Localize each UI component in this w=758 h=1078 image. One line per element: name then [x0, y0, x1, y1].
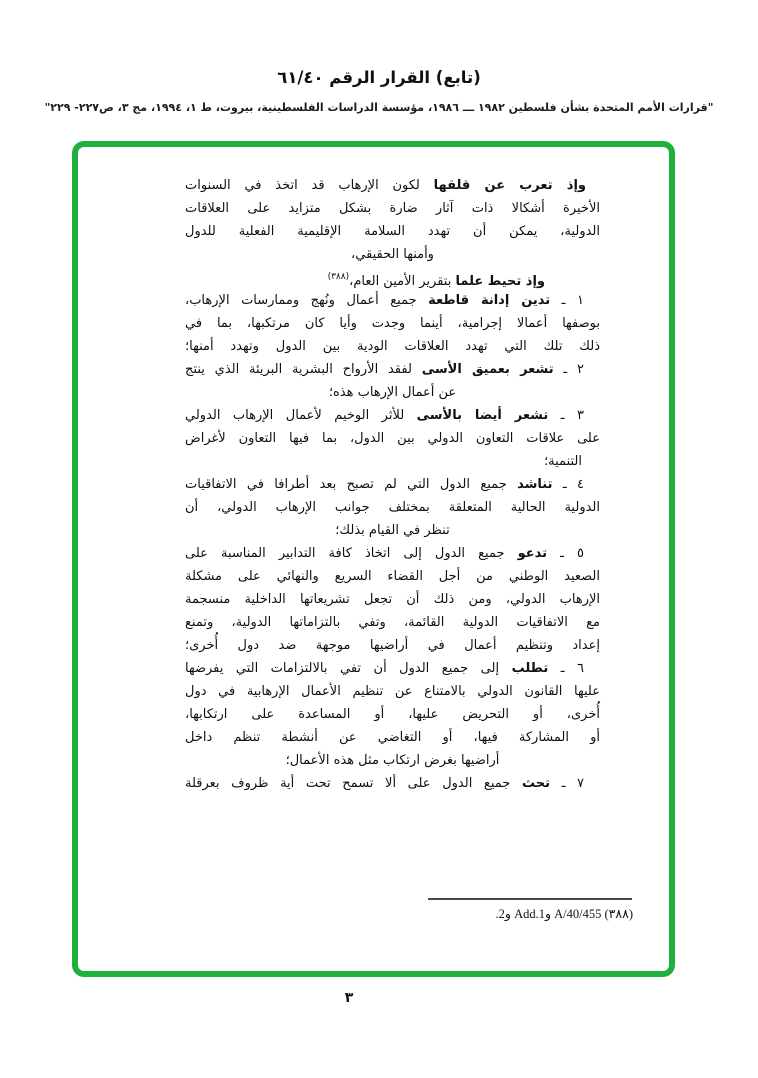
text-line — [185, 611, 600, 634]
text-line — [185, 266, 600, 289]
text-segment: إلى جميع الدول أن تفي بالالتزامات التي يفرضها — [185, 661, 512, 676]
text-segment: أو المشاركة فيها، أو التغاضي عن أنشطة تنظم داخل — [185, 730, 600, 745]
text-line — [185, 243, 600, 266]
text-segment: على علاقات التعاون الدولي بين الدول، بما فيها التعاون لأغراض — [185, 431, 600, 446]
text-line — [185, 174, 600, 197]
text-line — [185, 565, 600, 588]
emphasized-text: تشعر أيضا بالأسى — [416, 408, 549, 423]
text-segment: للأثر الوخيم لأعمال الإرهاب الدولي — [185, 408, 417, 423]
emphasized-text: وإذ تعرب عن قلقها — [433, 178, 587, 193]
emphasized-text: تشعر بعميق الأسى — [421, 362, 554, 377]
text-line — [185, 772, 600, 795]
text-line — [185, 381, 600, 404]
text-line — [185, 680, 600, 703]
body-text — [185, 174, 600, 795]
emphasized-text: تطلب — [511, 661, 549, 676]
text-line — [185, 496, 600, 519]
source-citation-line: "قرارات الأمم المتحدة بشأن فلسطين ١٩٨٢ ـــ ١٩٨٦، مؤسسة الدراسات الفلسطينية، بيروت، ط ١، ١٩٩٤، مج ٣، ص٢٢٧- ٢٢٩" — [44, 101, 714, 114]
text-line — [185, 197, 600, 220]
text-segment: الدولية، يمكن أن تهدد السلامة الإقليمية الفعلية للدول — [185, 224, 600, 239]
text-segment: الأخيرة أشكالا ذات آثار ضارة بشكل متزايد على العلاقات — [185, 201, 600, 216]
text-segment: عن أعمال الإرهاب هذه؛ — [328, 385, 457, 400]
text-segment: إعداد وتنظيم أعمال في أراضيها موجهة ضد دول أُخرى؛ — [185, 638, 600, 653]
text-line — [185, 358, 600, 381]
text-line — [185, 220, 600, 243]
emphasized-text: تدين إدانة قاطعة — [428, 293, 551, 308]
footnote-reference: (٣٨٨) A/40/455 وAdd.1 و2. — [495, 907, 633, 921]
text-line — [185, 289, 600, 312]
resolution-title: (تابع) القرار الرقم ٦١/٤٠ — [277, 68, 481, 87]
text-line — [185, 726, 600, 749]
text-segment: تنظر في القيام بذلك؛ — [335, 523, 450, 538]
text-segment: وأمنها الحقيقي، — [351, 247, 434, 262]
footnote-marker: (٣٨٨) — [327, 272, 350, 282]
text-segment: أراضيها بغرض ارتكاب مثل هذه الأعمال؛ — [285, 753, 500, 768]
text-line — [185, 450, 600, 473]
text-line — [185, 519, 600, 542]
text-line — [185, 657, 600, 680]
emphasized-text: تدعو — [517, 546, 548, 561]
text-segment: الإرهاب الدولي، ومن ذلك أن تجعل تشريعاتها الداخلية منسجمة — [185, 592, 600, 607]
text-line — [185, 588, 600, 611]
text-segment: ١ ـ — [550, 293, 584, 308]
text-line — [185, 703, 600, 726]
text-segment: الصعيد الوطني من أجل القضاء السريع والنهائي على مشكلة — [185, 569, 600, 584]
page-number: ٣ — [344, 990, 354, 1006]
text-segment: الدولية الحالية المتعلقة بمختلف جوانب الإرهاب الدولي، أن — [185, 500, 600, 515]
text-segment: ٦ ـ — [548, 661, 585, 676]
text-segment: لفقد الأرواح البشرية البريئة الذي ينتج — [185, 362, 422, 377]
text-segment: جميع الدول إلى اتخاذ كافة التدابير المناسبة على — [185, 546, 518, 561]
text-line — [185, 634, 600, 657]
text-segment: ٤ ـ — [552, 477, 584, 492]
text-segment: التنمية؛ — [544, 454, 582, 469]
text-line — [185, 542, 600, 565]
text-segment: جميع الدول التي لم تصبح بعد أطرافا في الاتفاقيات — [185, 477, 518, 492]
text-line — [185, 473, 600, 496]
text-segment: جميع الدول على ألا تسمح تحت أية ظروف بعرقلة — [185, 776, 522, 791]
emphasized-text: تناشد — [517, 477, 553, 492]
text-line — [185, 404, 600, 427]
text-segment: أُخرى، أو التحريض عليها، أو المساعدة على ارتكابها، — [185, 707, 600, 722]
text-segment: بتقرير الأمين العام، — [349, 274, 456, 289]
text-line — [185, 335, 600, 358]
emphasized-text: تحث — [521, 776, 550, 791]
text-segment: جميع أعمال ونُهج وممارسات الإرهاب، — [185, 293, 429, 308]
footnote-divider — [428, 898, 632, 900]
text-segment: عليها القانون الدولي بالامتناع عن تنظيم الأعمال الإرهابية في دول — [185, 684, 600, 699]
text-segment: ٧ ـ — [549, 776, 585, 791]
text-line — [185, 312, 600, 335]
text-segment: مع الاتفاقيات الدولية القائمة، وتفي بالتزاماتها الدولية، وتمنع — [185, 615, 600, 630]
text-line — [185, 749, 600, 772]
text-segment: ذلك تلك التي تهدد العلاقات الودية بين الدول وتهدد أمنها؛ — [185, 339, 600, 354]
text-segment: بوصفها أعمالا إجرامية، أينما وجدت وأيا كان مرتكبها، بما في — [185, 316, 600, 331]
text-segment: لكون الإرهاب قد اتخذ في السنوات — [185, 178, 434, 193]
text-segment: ٣ ـ — [548, 408, 584, 423]
text-line — [185, 427, 600, 450]
text-segment: ٢ ـ — [553, 362, 585, 377]
emphasized-text: وإذ تحيط علما — [455, 274, 545, 289]
text-segment: ٥ ـ — [547, 546, 584, 561]
